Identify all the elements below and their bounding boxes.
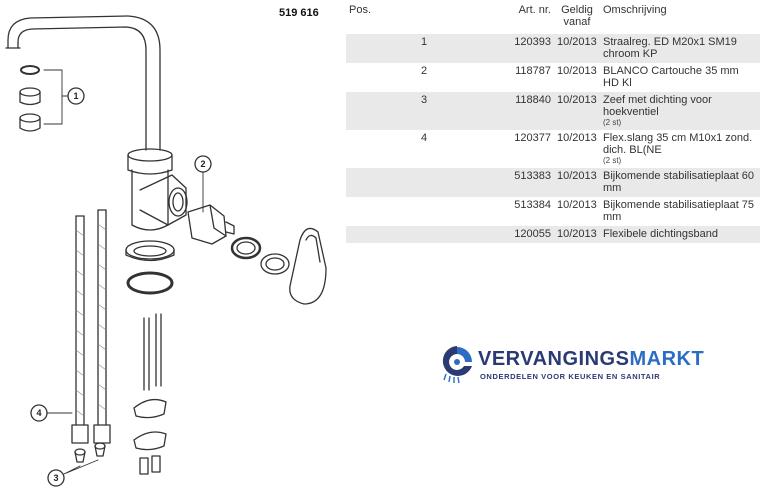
description-text: Bijkomende stabilisatieplaat 75 mm	[603, 199, 755, 223]
cell-art-nr: 118787	[502, 63, 554, 92]
table-row	[346, 34, 760, 63]
base-washer	[126, 241, 174, 261]
brand-name	[478, 348, 704, 371]
cell-valid-from: 10/2013	[554, 34, 600, 63]
description-text: Flexibele dichtingsband	[603, 228, 718, 240]
header-valid-line2: vanaf	[563, 16, 591, 28]
cell-pos	[346, 168, 502, 197]
cell-pos: 1	[346, 34, 502, 63]
header-valid-from	[554, 0, 600, 34]
callout-label-4: 4	[36, 408, 42, 418]
cell-description	[600, 92, 760, 130]
table-row	[346, 130, 760, 168]
quantity-note: (2 st)	[603, 118, 622, 127]
threaded-rods	[144, 314, 161, 390]
header-description: Omschrijving	[603, 4, 667, 16]
header-art-nr: Art. nr.	[518, 4, 551, 16]
description-text: Zeef met dichting voor hoekventiel	[603, 94, 712, 118]
cell-description	[600, 34, 760, 63]
cell-art-nr: 120055	[502, 226, 554, 243]
brand-logo	[440, 342, 705, 388]
cell-valid-from: 10/2013	[554, 168, 600, 197]
cell-pos: 3	[346, 92, 502, 130]
mounting-plate	[134, 400, 166, 450]
table-row	[346, 92, 760, 130]
callout-label-3: 3	[53, 473, 59, 483]
callout-label-2: 2	[200, 159, 206, 169]
cell-description	[600, 168, 760, 197]
leader-lines	[44, 70, 206, 474]
cell-valid-from: 10/2013	[554, 63, 600, 92]
table-row	[346, 168, 760, 197]
cell-valid-from: 10/2013	[554, 92, 600, 130]
seal-ring	[232, 238, 260, 258]
cell-description	[600, 63, 760, 92]
cell-art-nr: 120377	[502, 130, 554, 168]
flex-hoses	[72, 210, 110, 443]
parts-table	[346, 0, 760, 243]
o-ring	[128, 273, 172, 293]
description-text: Flex.slang 35 cm M10x1 zond. dich. BL(NE	[603, 132, 753, 156]
table-header-row	[346, 0, 760, 34]
cell-valid-from: 10/2013	[554, 197, 600, 226]
cap-ring	[261, 254, 289, 274]
table-row	[346, 197, 760, 226]
header-valid-line1: Geldig	[561, 4, 593, 16]
header-pos: Pos.	[349, 4, 372, 16]
cell-description	[600, 197, 760, 226]
cell-pos	[346, 197, 502, 226]
cell-art-nr: 120393	[502, 34, 554, 63]
quantity-note: (2 st)	[603, 156, 622, 165]
callout-label-1: 1	[73, 91, 79, 101]
cartridge	[188, 205, 234, 244]
lever-handle	[290, 228, 326, 304]
brand-tagline: ONDERDELEN VOOR KEUKEN EN SANITAIR	[480, 372, 661, 381]
cell-art-nr: 118840	[502, 92, 554, 130]
table-row	[346, 63, 760, 92]
swirl-logo-icon	[440, 344, 474, 384]
cell-art-nr: 513384	[502, 197, 554, 226]
faucet-body	[128, 149, 187, 230]
description-text: Bijkomende stabilisatieplaat 60 mm	[603, 170, 755, 194]
model-number: 519 616	[279, 7, 319, 19]
brand-name-part1: VERVANGINGS	[478, 348, 630, 370]
cell-description	[600, 226, 760, 243]
cell-pos: 2	[346, 63, 502, 92]
nuts	[140, 456, 160, 474]
filter-screens	[75, 443, 105, 462]
hose-braid	[76, 224, 106, 416]
cell-pos: 4	[346, 130, 502, 168]
cell-valid-from: 10/2013	[554, 226, 600, 243]
description-text: Straalreg. ED M20x1 SM19 chroom KP	[603, 36, 737, 60]
aerator-parts	[20, 66, 40, 131]
spout	[6, 16, 160, 150]
table-row	[346, 226, 760, 243]
cell-art-nr: 513383	[502, 168, 554, 197]
cell-valid-from: 10/2013	[554, 130, 600, 168]
description-text: BLANCO Cartouche 35 mm HD Kl	[603, 65, 739, 89]
exploded-view-diagram	[0, 0, 345, 492]
cell-description	[600, 130, 760, 168]
brand-name-part2: MARKT	[629, 348, 705, 370]
cell-pos	[346, 226, 502, 243]
